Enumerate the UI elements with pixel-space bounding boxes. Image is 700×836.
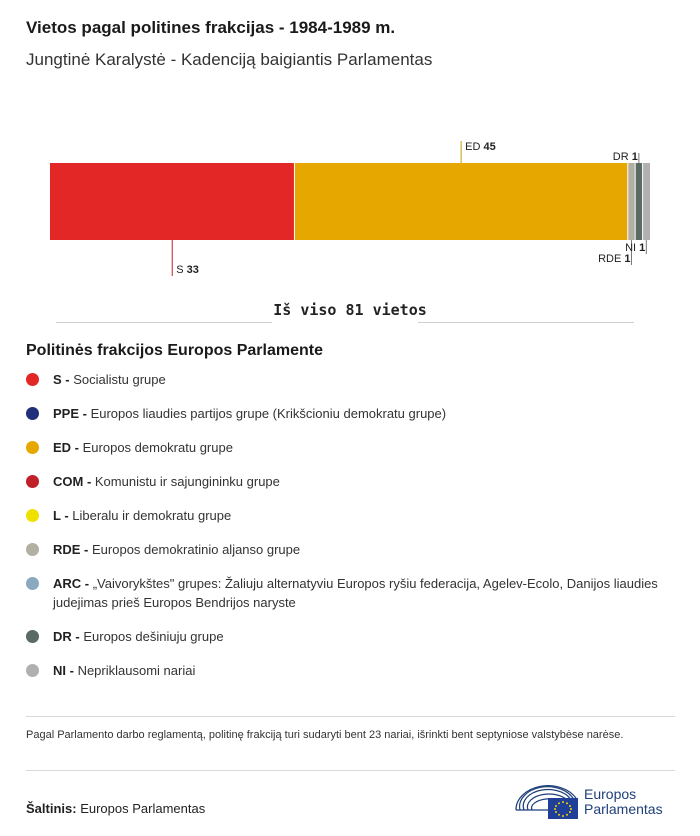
legend-abbr: RDE -	[53, 542, 92, 557]
data-label-rde: RDE 1	[598, 253, 631, 265]
data-label-s: S 33	[176, 264, 199, 276]
source-value: Europos Parlamentas	[80, 801, 206, 816]
bar-segment-s	[50, 163, 294, 240]
legend-text: Europos demokratinio aljanso grupe	[92, 542, 301, 557]
legend-swatch	[26, 441, 39, 454]
data-label-ni: NI 1	[625, 242, 646, 254]
legend-title: Politinės frakcijos Europos Parlamente	[26, 342, 323, 359]
total-divider-right	[418, 322, 634, 323]
legend-abbr: ARC -	[53, 576, 93, 591]
stacked-bar-chart	[0, 0, 700, 300]
legend-item	[26, 540, 666, 559]
legend-item	[26, 404, 666, 423]
legend-abbr: DR -	[53, 629, 84, 644]
legend-abbr: PPE -	[53, 406, 91, 421]
logo-line-1: Europos	[584, 786, 637, 802]
legend-text: Europos liaudies partijos grupe (Krikšcioniu demokratu grupe)	[90, 406, 447, 421]
legend-swatch	[26, 509, 39, 522]
legend-swatch	[26, 475, 39, 488]
legend-swatch	[26, 407, 39, 420]
source-label: Šaltinis:	[26, 801, 77, 816]
page-subtitle: Jungtinė Karalystė - Kadenciją baigiantis Parlamentas	[26, 50, 433, 69]
page-title: Vietos pagal politines frakcijas - 1984-1989 m.	[26, 18, 396, 37]
legend-item	[26, 506, 666, 525]
legend-text: Nepriklausomi nariai	[77, 663, 196, 678]
legend-abbr: ED -	[53, 440, 83, 455]
legend-text: Socialistu grupe	[73, 372, 166, 387]
legend-item	[26, 661, 666, 680]
bar-segment-rde	[628, 163, 635, 240]
legend-text: Liberalu ir demokratu grupe	[72, 508, 232, 523]
bar-segment-ni	[643, 163, 650, 240]
legend-abbr: S -	[53, 372, 74, 387]
legend-item	[26, 627, 666, 646]
source	[26, 801, 205, 816]
legend-text: Europos demokratu grupe	[82, 440, 233, 455]
data-label-ed: ED 45	[465, 141, 496, 153]
logo-line-2: Parlamentas	[584, 801, 663, 817]
total-seats-label: Iš viso 81 vietos	[273, 301, 427, 319]
legend	[26, 370, 666, 695]
data-label-dr: DR 1	[612, 151, 638, 163]
legend-item	[26, 472, 666, 491]
legend-swatch	[26, 664, 39, 677]
legend-item	[26, 574, 666, 612]
bar-segment-ed	[294, 163, 627, 240]
legend-item	[26, 370, 666, 389]
legend-text: Europos dešiniuju grupe	[83, 629, 224, 644]
legend-text: Komunistu ir sajungininku grupe	[94, 474, 280, 489]
legend-abbr: COM -	[53, 474, 95, 489]
footer-divider-bottom	[26, 770, 675, 771]
legend-swatch	[26, 630, 39, 643]
legend-abbr: L -	[53, 508, 73, 523]
logo-wordmark	[584, 787, 663, 817]
legend-swatch	[26, 577, 39, 590]
bar-segment-dr	[635, 163, 642, 240]
legend-text: „Vaivorykštes" grupes: Žaliuju alternatyviu Europos ryšiu federacija, Agelev-Ecolo, Danijos liaudies judejimas prieš Europos Bendrijos naryste	[53, 576, 658, 610]
legend-item	[26, 438, 666, 457]
total-divider-left	[56, 322, 272, 323]
legend-swatch	[26, 543, 39, 556]
footnote: Pagal Parlamento darbo reglamentą, politinę frakciją turi sudaryti bent 23 nariai, išrinkti bent septyniose valstybėse narėse.	[26, 729, 624, 741]
footer-divider-top	[26, 716, 675, 717]
legend-swatch	[26, 373, 39, 386]
legend-abbr: NI -	[53, 663, 78, 678]
